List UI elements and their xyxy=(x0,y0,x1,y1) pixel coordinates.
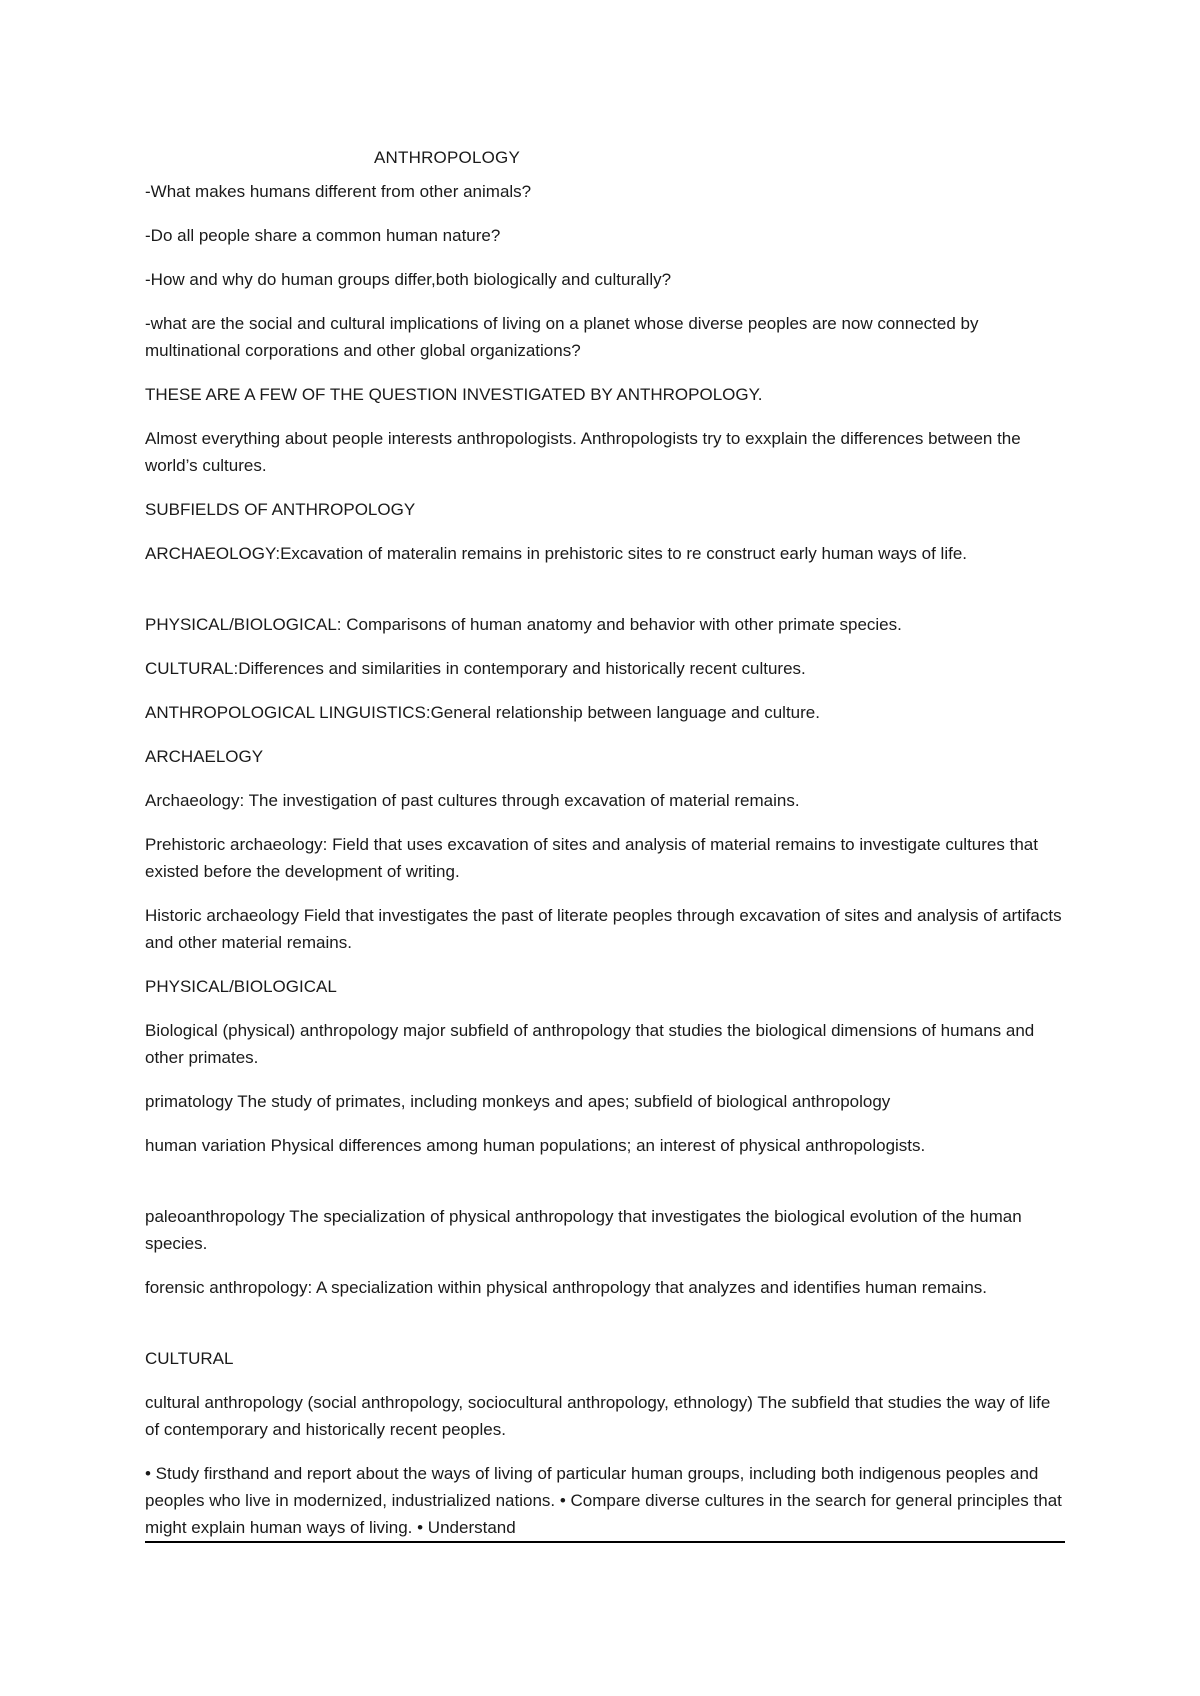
section-heading: CULTURAL xyxy=(145,1349,234,1368)
paragraph: -what are the social and cultural implications of living on a planet whose diverse peoples are now connected by multinational corporations and other global organizations? xyxy=(145,314,979,360)
paragraph: Biological (physical) anthropology major subfield of anthropology that studies the biological dimensions of humans and other primates. xyxy=(145,1021,1035,1067)
paragraph: -Do all people share a common human nature? xyxy=(145,226,501,245)
paragraph: -What makes humans different from other animals? xyxy=(145,182,532,201)
paragraph: primatology The study of primates, including monkeys and apes; subfield of biological anthropology xyxy=(145,1092,891,1111)
paragraph: PHYSICAL/BIOLOGICAL: Comparisons of human anatomy and behavior with other primate species. xyxy=(145,615,902,634)
page-bottom-rule xyxy=(145,1541,1065,1543)
paragraph: CULTURAL:Differences and similarities in contemporary and historically recent cultures. xyxy=(145,659,806,678)
paragraph: Historic archaeology Field that investigates the past of literate peoples through excavation of sites and analysis of artifacts and other material remains. xyxy=(145,906,1062,952)
paragraph: ARCHAEOLOGY:Excavation of materalin remains in prehistoric sites to re construct early human ways of life. xyxy=(145,544,967,563)
paragraph: forensic anthropology: A specialization within physical anthropology that analyzes and identifies human remains. xyxy=(145,1278,987,1297)
document-title: ANTHROPOLOGY xyxy=(374,148,520,167)
paragraph: Almost everything about people interests anthropologists. Anthropologists try to exxplain the differences between the world’s cultures. xyxy=(145,429,1021,475)
paragraph: Archaeology: The investigation of past cultures through excavation of material remains. xyxy=(145,791,800,810)
paragraph: human variation Physical differences among human populations; an interest of physical anthropologists. xyxy=(145,1136,926,1155)
paragraph: cultural anthropology (social anthropology, sociocultural anthropology, ethnology) The subfield that studies the way of life of contemporary and historically recent peoples. xyxy=(145,1393,1051,1439)
paragraph: -How and why do human groups differ,both biologically and culturally? xyxy=(145,270,672,289)
section-heading: PHYSICAL/BIOLOGICAL xyxy=(145,977,337,996)
document-body xyxy=(145,144,1065,1558)
paragraph: Prehistoric archaeology: Field that uses excavation of sites and analysis of material remains to investigate cultures that existed before the development of writing. xyxy=(145,835,1038,881)
paragraph: • Study firsthand and report about the ways of living of particular human groups, including both indigenous peoples and peoples who live in modernized, industrialized nations. • Compare diverse cultures in the search for general principles that might explain human ways of living. • Understand xyxy=(145,1464,1062,1537)
paragraph: ANTHROPOLOGICAL LINGUISTICS:General relationship between language and culture. xyxy=(145,703,820,722)
section-heading: ARCHAELOGY xyxy=(145,747,264,766)
paragraph: paleoanthropology The specialization of physical anthropology that investigates the biological evolution of the human species. xyxy=(145,1207,1022,1253)
section-heading: SUBFIELDS OF ANTHROPOLOGY xyxy=(145,500,416,519)
paragraph: THESE ARE A FEW OF THE QUESTION INVESTIGATED BY ANTHROPOLOGY. xyxy=(145,385,763,404)
